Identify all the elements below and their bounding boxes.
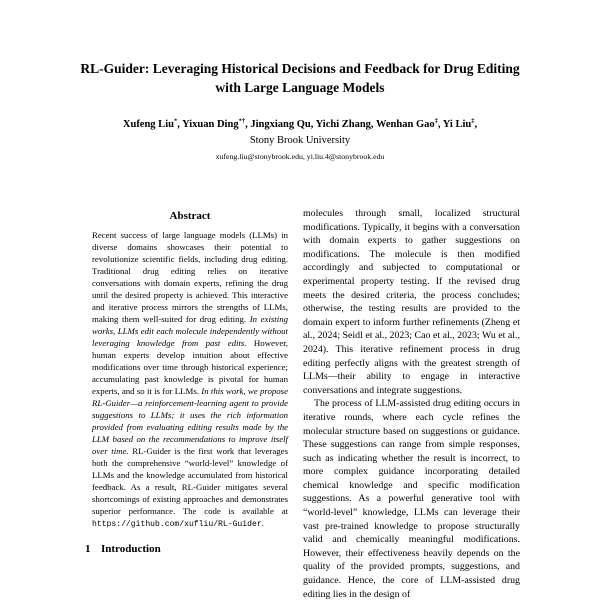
abstract-text bbox=[85, 229, 295, 531]
body-paragraph-2: The process of LLM-assisted drug editing occurs in iterative rounds, where each cycle refines the molecular structure based on suggestions or guidance. These suggestions can range from simple responses, such as indicating whether the result is incorrect, to more complex guidance incorporating detailed chemical knowledge and specific modification suggestions. As a powerful generative tool with “world-level” knowledge, LLMs can leverage their vast pre-trained knowledge to propose structurally valid and chemically meaningful modifications. However, their effectiveness heavily depends on the quality of the provided prompts, suggestions, and guidance. Hence, the core of LLM-assisted drug editing lies in the design of bbox=[303, 398, 520, 600]
section-heading-introduction bbox=[85, 543, 295, 555]
text-segment: Xufeng Liu bbox=[122, 119, 174, 130]
text-segment: . bbox=[261, 518, 264, 528]
section-title: Introduction bbox=[101, 543, 161, 555]
text-segment: In existing works, LLMs edit each molecule independently without leveraging knowledge from past edits. bbox=[92, 314, 288, 348]
text-segment: , Yi Liu bbox=[437, 119, 472, 130]
left-column bbox=[85, 210, 295, 555]
text-segment: , Yixuan Ding bbox=[177, 119, 239, 130]
author-emails: xufeng.liu@stonybrook.edu, yi.liu.4@stonybrook.edu bbox=[215, 152, 385, 161]
authors-line bbox=[0, 119, 600, 130]
text-segment: However, human experts develop intuition about effective modifications over time through historical experience; accumulating past knowledge is pivotal for human experts, and so it is for LLMs. bbox=[92, 338, 288, 396]
text-segment: * bbox=[173, 117, 178, 125]
text-segment: , bbox=[474, 119, 478, 130]
right-column bbox=[303, 207, 520, 600]
text-segment: *† bbox=[238, 117, 246, 125]
body-paragraph-1: molecules through small, localized structural modifications. Typically, it begins with a conversation with domain experts to gather suggestions on modifications. The molecule is then modified accordingly and subjected to computational or experimental property testing. If the revised drug meets the desired criteria, the process concludes; otherwise, the testing results are provided to the domain expert to inform further refinements (Zheng et al., 2024; Seidl et al., 2023; Cao et al., 2023; Wu et al., 2024). This iterative refinement process in drug editing perfectly aligns with the greatest strength of LLMs—their ability to engage in interactive conversations and integrate suggestions. bbox=[303, 208, 520, 396]
abstract-heading: Abstract bbox=[169, 210, 211, 222]
paper-title: RL-Guider: Leveraging Historical Decisions and Feedback for Drug Editing with Large Language Models bbox=[80, 61, 520, 95]
text-segment: In this work, we propose RL-Guider—a reinforcement-learning agent to provide suggestions to LLMs; it uses the rich information provided from evaluating editing results made by the LLM based on the recommendations to improve itself over time. bbox=[92, 386, 288, 456]
text-segment: , Jingxiang Qu, Yichi Zhang, Wenhan Gao bbox=[245, 119, 435, 130]
section-number: 1 bbox=[85, 543, 91, 555]
text-segment: ‡ bbox=[471, 117, 475, 125]
code-link[interactable]: https://github.com/xufliu/RL-Guider bbox=[92, 520, 262, 529]
text-segment: Recent success of large language models (LLMs) in diverse domains showcases their potential to revolutionize scientific fields, including drug editing. Traditional drug editing relies on iterative conversations with domain experts, refining the drug until the desired property is achieved. This interactive and iterative process mirrors the strengths of LLMs, making them well-suited for drug editing. bbox=[92, 230, 288, 324]
text-segment: ‡ bbox=[434, 117, 438, 125]
affiliation: Stony Brook University bbox=[249, 135, 351, 146]
text-segment: RL-Guider is the first work that leverages both the comprehensive “world-level” knowledge of LLMs and the knowledge accumulated from historical feedback. As a result, RL-Guider mitigates several shortcomings of existing approaches and demonstrates superior performance. The code is available at bbox=[92, 446, 288, 516]
